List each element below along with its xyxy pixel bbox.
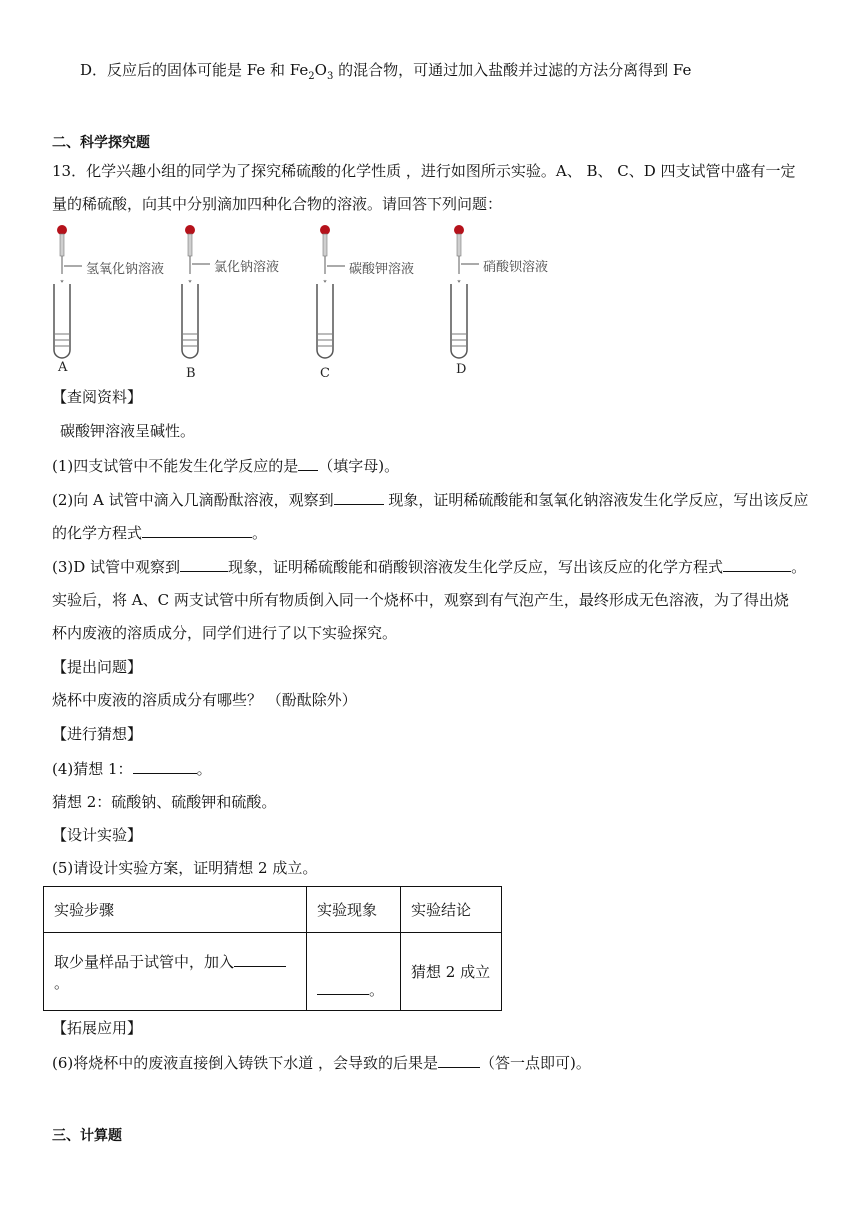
tube-d-letter: D — [456, 362, 467, 377]
tube-b-letter: B — [186, 366, 196, 381]
answer-blank-2a[interactable] — [334, 489, 384, 505]
table-header-conclusion: 实验结论 — [401, 887, 502, 933]
design-heading: 【设计实验】 — [52, 826, 143, 844]
ref-heading: 【查阅资料】 — [52, 388, 143, 406]
question-heading: 【提出问题】 — [52, 658, 143, 676]
tube-b-label: 氯化钠溶液 — [214, 260, 280, 275]
part-6: (6)将烧杯中的废液直接倒入铸铁下水道 ，会导致的后果是 （答一点即可)。 — [52, 1054, 591, 1072]
tube-c-letter: C — [320, 366, 330, 381]
tube-b-drawing — [182, 225, 210, 358]
part-1: (1)四支试管中不能发生化学反应的是 （填字母)。 — [52, 457, 400, 475]
tube-a-letter: A — [58, 360, 68, 375]
part-4: (4)猜想 1： 。 — [52, 760, 212, 778]
answer-blank-2b[interactable] — [142, 522, 252, 538]
tube-c-label: 碳酸钾溶液 — [349, 262, 415, 277]
answer-blank-3b[interactable] — [723, 556, 791, 572]
table-header-steps: 实验步骤 — [44, 887, 307, 933]
after-experiment-line1: 实验后，将 A、C 两支试管中所有物质倒入同一个烧杯中，观察到有气泡产生，最终形成无色溶液，为了得出烧 — [52, 591, 789, 609]
table-cell-step: 取少量样品于试管中，加入。 — [44, 933, 307, 1011]
test-tube-figure — [40, 222, 600, 382]
extension-heading: 【拓展应用】 — [52, 1019, 143, 1037]
table-cell-conclusion: 猜想 2 成立 — [401, 933, 502, 1011]
experiment-table — [43, 886, 502, 1011]
tube-d-label: 硝酸钡溶液 — [483, 260, 549, 275]
table-cell-phenomenon: 。 — [307, 933, 401, 1011]
answer-blank-5b[interactable] — [317, 979, 369, 995]
answer-blank-1[interactable] — [298, 455, 318, 471]
ref-text: 碳酸钾溶液呈碱性。 — [60, 422, 196, 440]
guess-heading: 【进行猜想】 — [52, 725, 143, 743]
part-5: (5)请设计实验方案，证明猜想 2 成立。 — [52, 859, 318, 877]
table-header-row — [44, 887, 502, 933]
part-2-line2: 的化学方程式 。 — [52, 524, 268, 542]
tube-a-drawing — [54, 225, 82, 358]
guess-2: 猜想 2：硫酸钠、硫酸钾和硫酸。 — [52, 793, 277, 811]
table-row — [44, 933, 502, 1011]
question-13-line1: 13．化学兴趣小组的同学为了探究稀硫酸的化学性质 ，进行如图所示实验。A、 B、 C、D 四支试管中盛有一定 — [52, 162, 796, 180]
tube-a-label: 氢氧化钠溶液 — [86, 262, 165, 277]
tube-d-drawing — [451, 225, 479, 358]
question-13-line2: 量的稀硫酸，向其中分别滴加四种化合物的溶液。请回答下列问题： — [52, 195, 503, 213]
answer-blank-4[interactable] — [133, 758, 197, 774]
section-title-calculation: 三、计算题 — [52, 1128, 122, 1144]
option-d: D．反应后的固体可能是 Fe 和 $Fe_2O_3$ 的混合物，可通过加入盐酸并过滤的方法分离得到 Fe — [80, 61, 692, 82]
part-3: (3)D 试管中观察到 现象，证明稀硫酸能和硝酸钡溶液发生化学反应，写出该反应的化学方程式 。 — [52, 558, 807, 576]
test-tubes-illustration — [40, 222, 600, 382]
tube-c-drawing — [317, 225, 345, 358]
answer-blank-6[interactable] — [438, 1052, 480, 1068]
section-title-inquiry: 二、科学探究题 — [52, 135, 150, 151]
table-header-phenomenon: 实验现象 — [307, 887, 401, 933]
question-text: 烧杯中废液的溶质成分有哪些？ （酚酞除外） — [52, 691, 357, 709]
after-experiment-line2: 杯内废液的溶质成分，同学们进行了以下实验探究。 — [52, 624, 398, 642]
part-2-line1: (2)向 A 试管中滴入几滴酚酞溶液，观察到 现象，证明稀硫酸能和氢氧化钠溶液发生化学反应，写出该反应 — [52, 491, 809, 509]
answer-blank-3a[interactable] — [180, 556, 228, 572]
answer-blank-5a[interactable] — [234, 951, 286, 967]
